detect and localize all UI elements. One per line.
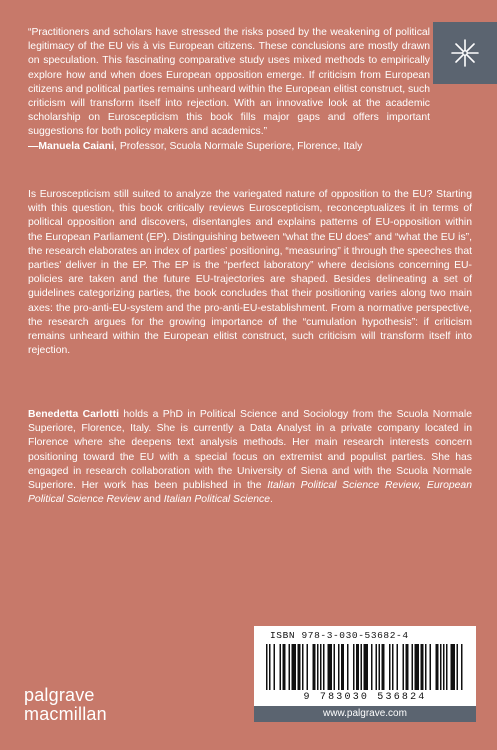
barcode-bar xyxy=(289,644,291,690)
barcode-bar xyxy=(328,644,333,690)
barcode-bar xyxy=(457,644,459,690)
publisher-url[interactable]: www.palgrave.com xyxy=(254,706,476,722)
barcode-bar xyxy=(361,644,363,690)
barcode-bar xyxy=(461,644,463,690)
isbn-barcode-box xyxy=(254,626,476,706)
barcode-bar xyxy=(320,644,322,690)
attribution-role: , Professor, Scuola Normale Superiore, Florence, Italy xyxy=(114,140,363,152)
barcode-bar xyxy=(302,644,304,690)
barcode-bar xyxy=(412,644,414,690)
barcode-bar xyxy=(280,644,282,690)
palgrave-macmillan-logo xyxy=(24,686,107,724)
bio-end: . xyxy=(270,494,273,506)
barcode-bar xyxy=(341,644,344,690)
quote-text: “Practitioners and scholars have stressed the risks posed by the weakening of political legitimacy of the EU vis à vis European citizens. These conclusions are mostly drawn on speculation. This fascinating comparative study uses mixed methods to empirically explore how and when does European opposition emerge. If criticism from European citizens and political parties remains unheard within the European elitist construct, such criticism will transform itself into rejection. With an innovative look at the academic scholarship on Euroscepticism this book fills major gaps and offers important suggestions for both policy makers and academics.” xyxy=(28,27,430,138)
isbn-text: ISBN 978-3-030-53682-4 xyxy=(270,630,409,641)
barcode-bar xyxy=(430,644,432,690)
book-description: Is Euroscepticism still suited to analyze the variegated nature of opposition to the EU? Starting with this question, this book critically reviews Euroscepticism, reconceptualizes it in terms of political opposition and discovers, disentangles and explains patterns of EU-opposition within the European Parliament (EP). Distinguishing between “what the EU does” and “what the EU is”, the research elaborates an index of parties’ positioning, “measuring” it through the speeches that parties’ deliver in the EP. The EP is the “perfect laboratory” where decisions concerning EU-policies are taken and the future EU-trajectories are shaped. Besides delineating a set of guidelines categorizing parties, the book concludes that their positioning varies along two main axes: the pro-anti-EU-system and the pro-anti-EU-establishment. From a normative perspective, the research argues for the growing importance of the “cumulation hypothesis”: if criticism remains unheard within the European elitist construct, such criticism will transform itself into rejection. xyxy=(28,189,472,357)
barcode-bar xyxy=(347,644,349,690)
bio-text: holds a PhD in Political Science and Sociology from the Scuola Normale Superiore, Florence, Italy. She is currently a Data Analyst in a private company located in Florence where she deepens text analysis methods. Her main research interests concern positioning toward the EU with a special focus on extremist and populist parties. She has engaged in research collaboration with the University of Siena and with the Scuola Normale Superiore. Her work has been published in the xyxy=(28,409,472,492)
logo-line-macmillan: macmillan xyxy=(24,704,107,724)
barcode-bar xyxy=(397,644,399,690)
barcode-bar xyxy=(317,644,319,690)
author-name: Benedetta Carlotti xyxy=(28,409,119,420)
barcode-bar xyxy=(425,644,427,690)
bio-and: and xyxy=(140,494,164,506)
author-bio xyxy=(28,408,472,507)
barcode-bar xyxy=(379,644,381,690)
barcode-bar xyxy=(307,644,309,690)
barcode-graphic xyxy=(264,644,466,692)
barcode-bar xyxy=(443,644,445,690)
barcode-bar xyxy=(451,644,456,690)
barcode-bar xyxy=(283,644,286,690)
attribution-dash: — xyxy=(28,140,39,152)
journal-list-1: Italian Political Science Review, European Political Science Review xyxy=(28,480,472,506)
barcode-bar xyxy=(389,644,391,690)
barcode-bar xyxy=(356,644,359,690)
barcode-bar xyxy=(406,644,409,690)
quote-attribution xyxy=(28,140,430,154)
barcode-bar xyxy=(269,644,271,690)
barcode-bar xyxy=(298,644,301,690)
barcode-digits: 9 783030 536824 xyxy=(303,692,427,703)
barcode-bar xyxy=(266,644,268,690)
journal-list-2: Italian Political Science xyxy=(163,494,271,506)
palgrave-brand-box xyxy=(433,22,497,84)
barcode-bar xyxy=(338,644,340,690)
barcode-bar xyxy=(440,644,442,690)
barcode-bar xyxy=(382,644,385,690)
barcode-bar xyxy=(292,644,297,690)
barcode-bar xyxy=(436,644,439,690)
barcode-bar xyxy=(446,644,448,690)
barcode-bar xyxy=(274,644,276,690)
barcode-bar xyxy=(376,644,378,690)
logo-line-palgrave: palgrave xyxy=(24,685,95,705)
barcode-bar xyxy=(421,644,424,690)
palgrave-star-icon xyxy=(450,38,480,68)
barcode-bar xyxy=(403,644,405,690)
barcode-bar xyxy=(371,644,373,690)
barcode-bar xyxy=(364,644,369,690)
barcode-bar xyxy=(415,644,420,690)
barcode-bar xyxy=(313,644,316,690)
barcode-bar xyxy=(334,644,336,690)
endorsement-quote xyxy=(28,26,430,154)
barcode-bar xyxy=(353,644,355,690)
barcode-bar xyxy=(323,644,325,690)
barcode-bar xyxy=(392,644,394,690)
attribution-name: Manuela Caiani xyxy=(38,140,115,152)
